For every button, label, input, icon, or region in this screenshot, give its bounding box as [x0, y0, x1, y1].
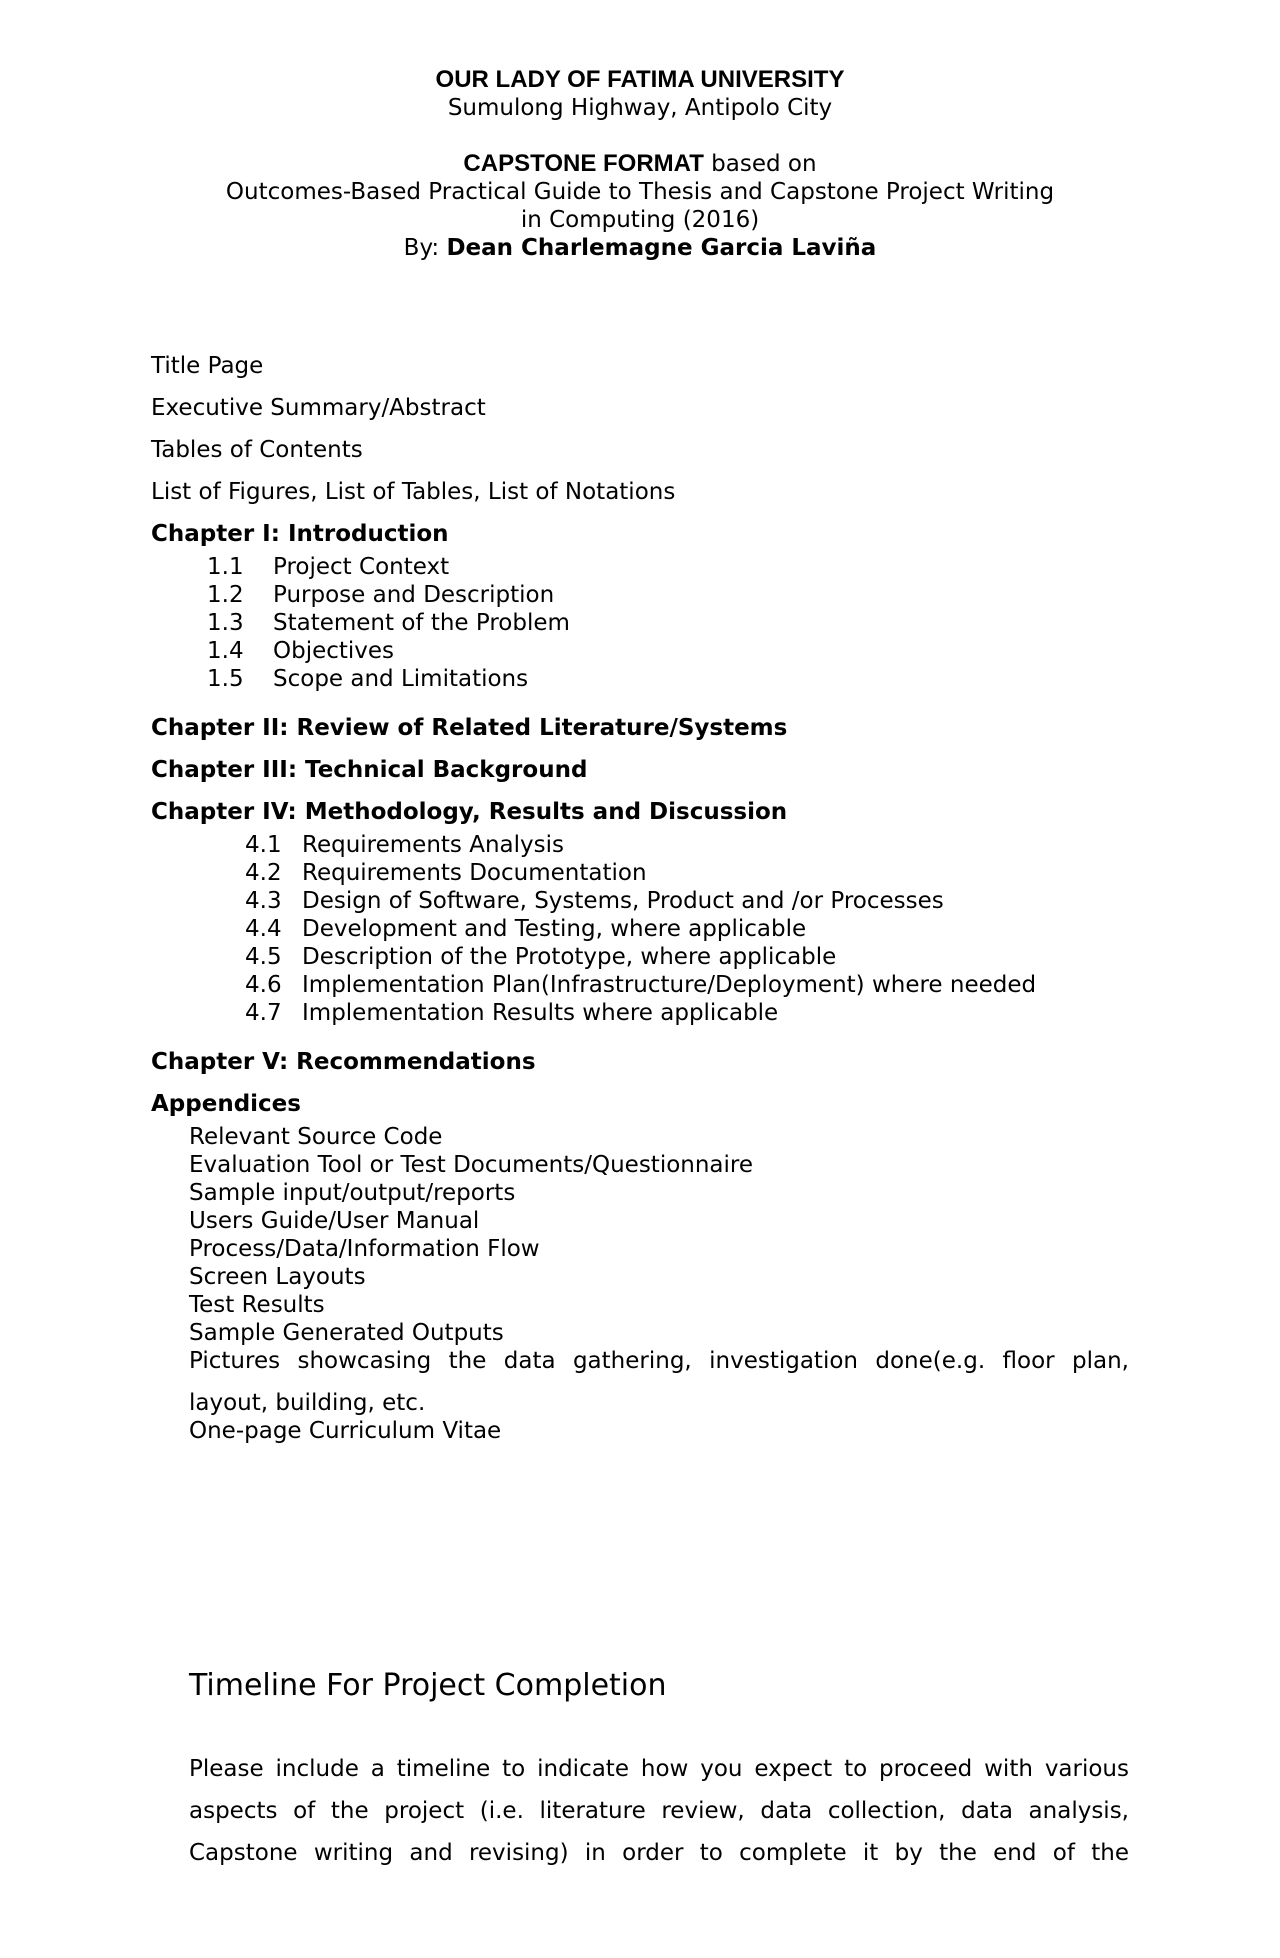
section-label: Implementation Plan(Infrastructure/Deployment) where needed: [302, 972, 1037, 998]
section-label: Implementation Results where applicable: [302, 1000, 779, 1026]
section-number: 4.2: [245, 860, 282, 886]
appendix-item: Screen Layouts: [189, 1264, 366, 1290]
toc-lists: List of Figures, List of Tables, List of Notations: [151, 479, 676, 505]
section-label: Objectives: [273, 638, 395, 664]
pictures-text-line2: layout, building, etc.: [189, 1390, 426, 1416]
section-item: [245, 831, 1151, 859]
capstone-format-label: CAPSTONE FORMAT: [463, 150, 704, 177]
section-item: [245, 971, 1151, 999]
timeline-line: aspects of the project (i.e. literature review, data collection, data analysis,: [189, 1798, 1129, 1824]
guide-title-line1: Outcomes-Based Practical Guide to Thesis and Capstone Project Writing: [225, 179, 1055, 205]
appendix-item: Evaluation Tool or Test Documents/Questionnaire: [189, 1152, 754, 1178]
section-item: [245, 943, 1151, 971]
university-address: Sumulong Highway, Antipolo City: [447, 95, 833, 121]
section-number: 4.5: [245, 944, 282, 970]
section-item: [207, 581, 1151, 609]
section-label: Requirements Analysis: [302, 832, 564, 858]
chapter-4-heading: Chapter IV: Methodology, Results and Discussion: [151, 799, 788, 825]
section-number: 4.7: [245, 1000, 282, 1026]
chapter-2-heading: Chapter II: Review of Related Literature/Systems: [151, 715, 788, 741]
section-item: [207, 665, 1151, 693]
toc-tables-of-contents: Tables of Contents: [151, 437, 363, 463]
appendix-item: Users Guide/User Manual: [189, 1208, 480, 1234]
timeline-paragraph: [189, 1748, 1129, 1874]
section-number: 1.1: [207, 554, 244, 580]
section-number: 1.3: [207, 610, 244, 636]
section-label: Design of Software, Systems, Product and /or Processes: [302, 888, 944, 914]
capstone-based-on: based on: [703, 151, 817, 177]
section-number: 4.3: [245, 888, 282, 914]
chapter-1-heading: Chapter I: Introduction: [151, 521, 449, 547]
chapter-5-heading: Chapter V: Recommendations: [151, 1049, 536, 1075]
section-label: Description of the Prototype, where applicable: [302, 944, 837, 970]
guide-title-line2: in Computing (2016): [520, 207, 760, 233]
university-name: OUR LADY OF FATIMA UNIVERSITY: [435, 66, 845, 93]
chapter-3-heading: Chapter III: Technical Background: [151, 757, 588, 783]
appendices-heading: Appendices: [151, 1091, 301, 1117]
pictures-text-line1: Pictures showcasing the data gathering, investigation done(e.g. floor plan,: [189, 1348, 1129, 1374]
appendix-item: Relevant Source Code: [189, 1124, 443, 1150]
timeline-line: Please include a timeline to indicate how you expect to proceed with various: [189, 1756, 1129, 1782]
appendix-item: Test Results: [189, 1292, 325, 1318]
section-label: Requirements Documentation: [302, 860, 647, 886]
appendix-item: Process/Data/Information Flow: [189, 1236, 540, 1262]
timeline-line: Capstone writing and revising) in order to complete it by the end of the: [189, 1840, 1129, 1866]
section-label: Project Context: [273, 554, 450, 580]
author-line: [0, 234, 1280, 262]
appendix-item-pictures: [189, 1347, 1129, 1375]
appendix-item: Sample Generated Outputs: [189, 1320, 504, 1346]
section-number: 4.6: [245, 972, 282, 998]
section-number: 4.1: [245, 832, 282, 858]
capstone-outline: [151, 345, 1151, 1445]
section-item: [207, 609, 1151, 637]
section-label: Statement of the Problem: [273, 610, 570, 636]
section-number: 4.4: [245, 916, 282, 942]
appendix-item-cv: One-page Curriculum Vitae: [189, 1418, 502, 1444]
document-header: [0, 66, 1280, 262]
section-label: Purpose and Description: [273, 582, 555, 608]
appendix-item: Sample input/output/reports: [189, 1180, 516, 1206]
toc-executive-summary: Executive Summary/Abstract: [151, 395, 486, 421]
toc-title-page: Title Page: [151, 353, 264, 379]
appendix-item-pictures-continued: [189, 1389, 1129, 1417]
capstone-format-line: [0, 150, 1280, 178]
section-number: 1.5: [207, 666, 244, 692]
section-number: 1.4: [207, 638, 244, 664]
section-item: [245, 887, 1151, 915]
section-item: [207, 553, 1151, 581]
appendices-list: [189, 1123, 1129, 1445]
section-item: [245, 915, 1151, 943]
timeline-heading: Timeline For Project Completion: [189, 1668, 667, 1703]
section-label: Scope and Limitations: [273, 666, 529, 692]
chapter-4-sections: [245, 831, 1151, 1027]
header-spacer: [0, 122, 1280, 150]
section-item: [245, 859, 1151, 887]
section-number: 1.2: [207, 582, 244, 608]
section-item: [245, 999, 1151, 1027]
section-item: [207, 637, 1151, 665]
author-name: Dean Charlemagne Garcia Laviña: [446, 235, 877, 261]
by-label: By:: [403, 235, 447, 261]
chapter-1-sections: [207, 553, 1151, 693]
section-label: Development and Testing, where applicable: [302, 916, 807, 942]
